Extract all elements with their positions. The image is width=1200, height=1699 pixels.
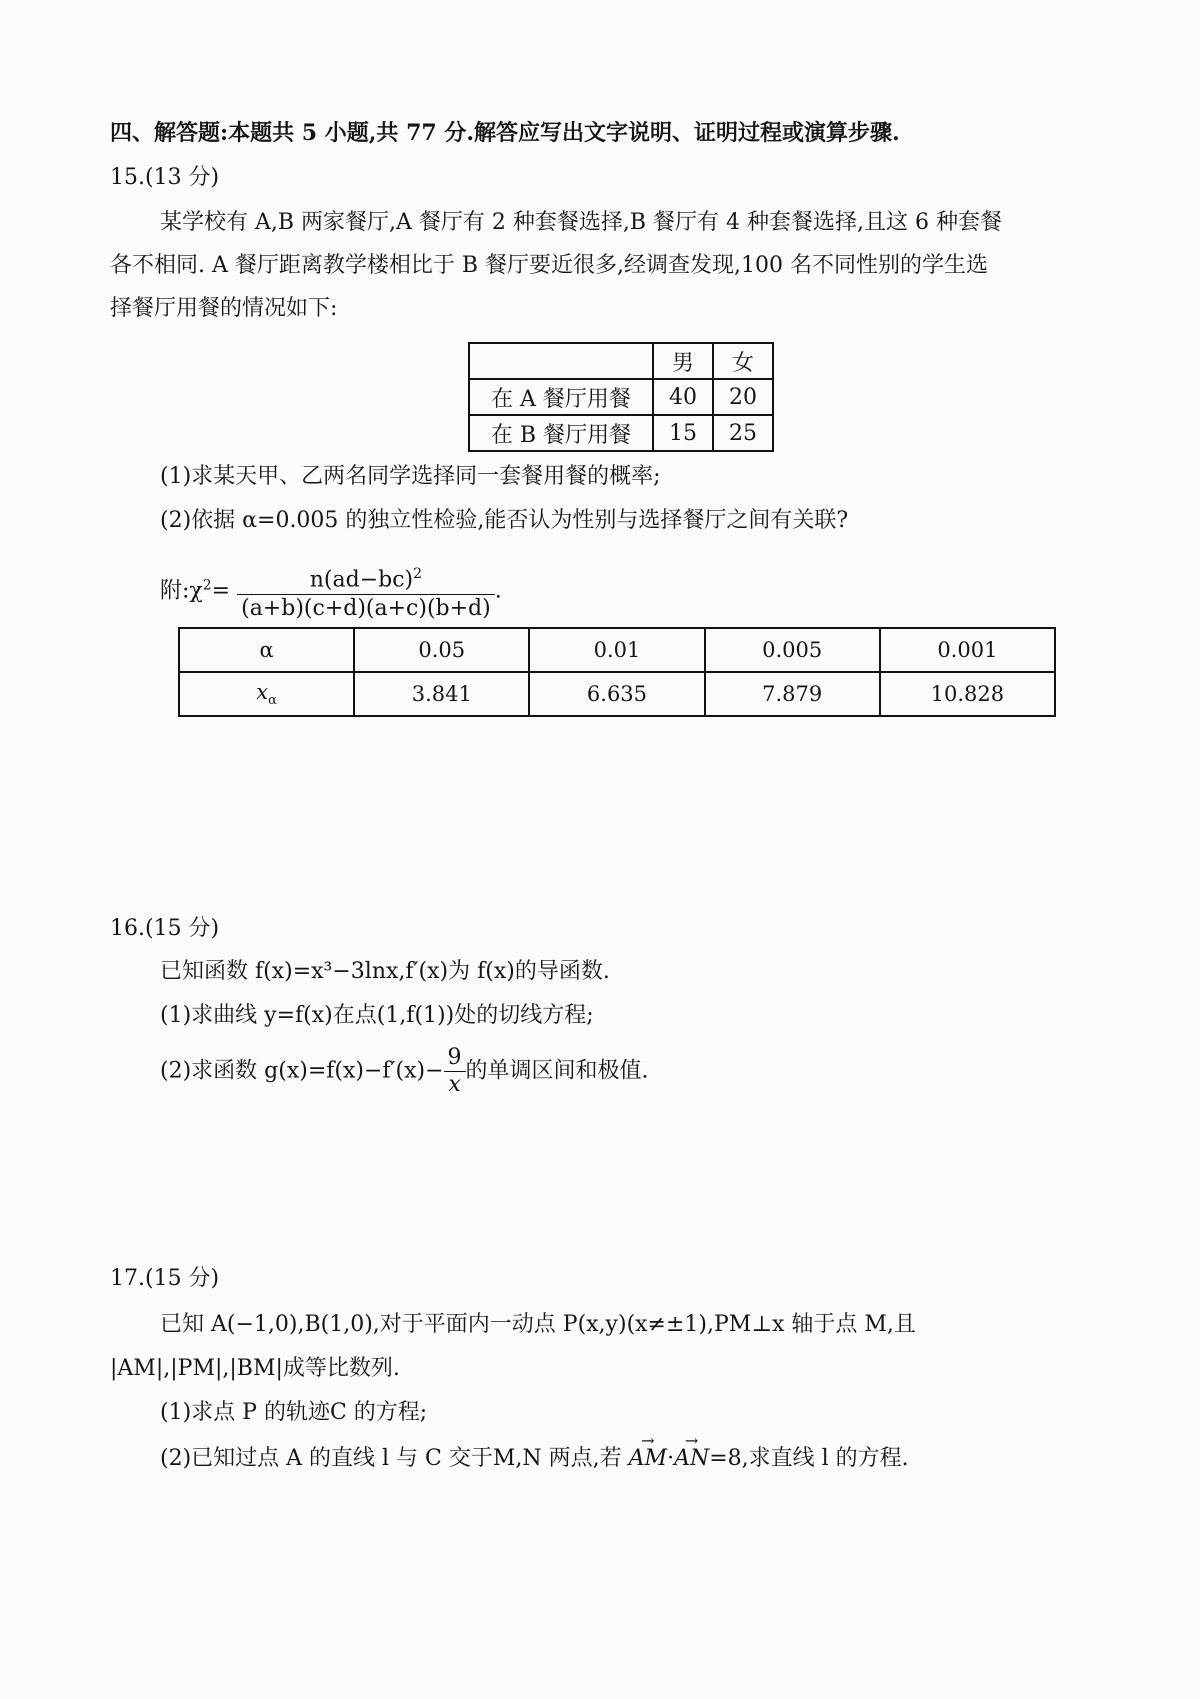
q16-number: 16.(15 分) (110, 916, 220, 941)
q16-fraction-denominator: x (448, 1072, 461, 1097)
table-cell: 3.841 (354, 672, 529, 716)
table-cell: 15 (653, 415, 713, 451)
formula-end: . (494, 578, 502, 604)
table-cell (469, 343, 653, 379)
table-cell: 10.828 (880, 672, 1055, 716)
restaurant-table (468, 342, 774, 452)
formula-numerator (237, 560, 495, 595)
table-cell: 0.001 (880, 628, 1055, 672)
table-cell: 0.01 (529, 628, 704, 672)
q16-fraction (444, 1045, 466, 1098)
table-header-male: 男 (653, 343, 713, 379)
table-cell: 25 (713, 415, 773, 451)
q16-fraction-numerator: 9 (444, 1045, 466, 1072)
table-cell: 7.879 (705, 672, 880, 716)
q15-paragraph-line3: 择餐厅用餐的情况如下: (110, 296, 338, 321)
formula-equals: = (211, 578, 231, 604)
q16-part2-suffix: 的单调区间和极值. (465, 1058, 649, 1084)
table-cell: 0.05 (354, 628, 529, 672)
q16-part2-prefix: (2)求函数 g(x)=f(x)−f′(x)− (160, 1058, 444, 1084)
formula-fraction (237, 560, 495, 623)
formula-numerator-text: n(ad−bc) (309, 567, 414, 593)
table-row (469, 415, 773, 451)
chi-square-formula (160, 560, 502, 623)
table-cell: 40 (653, 379, 713, 415)
x-alpha-subscript: α (268, 693, 277, 709)
q15-paragraph-line2: 各不相同. A 餐厅距离教学楼相比于 B 餐厅要近很多,经调查发现,100 名不同性别的学生选 (110, 253, 988, 278)
table-cell: 在 B 餐厅用餐 (469, 415, 653, 451)
dot-product-symbol: · (667, 1446, 675, 1471)
q16-part1: (1)求曲线 y=f(x)在点(1,f(1))处的切线方程; (160, 1003, 594, 1028)
table-row (179, 628, 1055, 672)
formula-square: 2 (202, 577, 212, 594)
formula-numerator-square: 2 (413, 566, 423, 582)
table-row (469, 343, 773, 379)
table-header-female: 女 (713, 343, 773, 379)
q17-stem-line2: |AM|,|PM|,|BM|成等比数列. (110, 1356, 400, 1381)
q17-part2-suffix: =8,求直线 l 的方程. (709, 1446, 909, 1471)
table-cell: 0.005 (705, 628, 880, 672)
q16-part2 (160, 1045, 649, 1098)
q15-number: 15.(13 分) (110, 165, 220, 190)
formula-prefix: 附:χ (160, 578, 203, 604)
table-cell (179, 672, 354, 716)
x-alpha-label: x (256, 679, 269, 704)
q16-stem: 已知函数 f(x)=x³−3lnx,f′(x)为 f(x)的导函数. (160, 959, 610, 984)
q15-part2: (2)依据 α=0.005 的独立性检验,能否认为性别与选择餐厅之间有关联? (160, 508, 849, 533)
q15-paragraph-line1: 某学校有 A,B 两家餐厅,A 餐厅有 2 种套餐选择,B 餐厅有 4 种套餐选择,且这 6 种套餐 (160, 210, 1003, 235)
formula-denominator: (a+b)(c+d)(a+c)(b+d) (241, 596, 491, 622)
table-cell: α (179, 628, 354, 672)
q17-part1: (1)求点 P 的轨迹C 的方程; (160, 1400, 428, 1425)
critical-value-table (178, 627, 1056, 717)
vector-an: → AN (674, 1444, 709, 1474)
q17-part2 (160, 1444, 909, 1474)
table-cell: 6.635 (529, 672, 704, 716)
q15-part1: (1)求某天甲、乙两名同学选择同一套餐用餐的概率; (160, 464, 661, 489)
q17-stem-line1: 已知 A(−1,0),B(1,0),对于平面内一动点 P(x,y)(x≠±1),PM⊥x 轴于点 M,且 (160, 1312, 916, 1337)
q17-part2-prefix: (2)已知过点 A 的直线 l 与 C 交于M,N 两点,若 (160, 1446, 629, 1471)
q17-number: 17.(15 分) (110, 1266, 220, 1291)
table-cell: 20 (713, 379, 773, 415)
vector-am: → AM (629, 1444, 667, 1474)
table-row (469, 379, 773, 415)
table-cell: 在 A 餐厅用餐 (469, 379, 653, 415)
section-heading: 四、解答题:本题共 5 小题,共 77 分.解答应写出文字说明、证明过程或演算步骤. (110, 120, 900, 146)
table-row (179, 672, 1055, 716)
